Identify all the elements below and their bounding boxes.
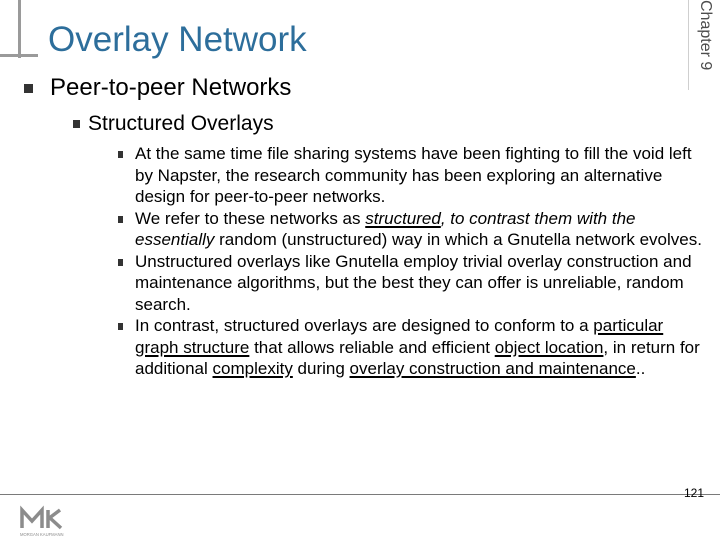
chapter-label-text: Chapter 9 (697, 0, 714, 71)
bullet-level3-item (135, 143, 710, 208)
bullet-level2-text: Structured Overlays (88, 112, 274, 135)
footer-bar (0, 494, 720, 541)
bullet-text-run: .. (635, 359, 646, 378)
square-bullet-icon (73, 120, 80, 128)
square-bullet-icon (118, 323, 123, 330)
bullet-text-run: In contrast, structured overlays are designed to conform to a (135, 316, 594, 335)
bullet-text-run: overlay construction and maintenance (349, 359, 636, 378)
bullet-text-run: that allows reliable and efficient (249, 337, 495, 357)
square-bullet-icon (118, 259, 123, 266)
bullet-level3-item (135, 208, 710, 251)
header-vertical-rule (18, 0, 21, 58)
bullet-text-run: We refer to these networks as (135, 208, 366, 228)
chapter-label (696, 0, 714, 90)
bullet-text-run: At the same time file sharing systems have been fighting to fill the void left by Napster, the research community has been exploring an alternative design for peer-to-peer networks. (135, 144, 692, 206)
bullet-text-run: particular graph structure (135, 316, 664, 357)
bullet-level3-list (135, 143, 710, 380)
bullet-level3-item (135, 315, 710, 380)
publisher-logo (18, 504, 78, 538)
bullet-text-run: Unstructured overlays like Gnutella employ trivial overlay construction and maintenance algorithms, but the best they can offer is unreliable, random search. (135, 251, 692, 314)
bullet-text-run: structured (365, 208, 441, 228)
square-bullet-icon (118, 151, 123, 158)
bullet-text-run: during (292, 359, 350, 378)
bullet-text-run: complexity (212, 359, 293, 378)
page-number: 121 (683, 486, 704, 500)
logo-subtitle: MORGAN KAUFMANN (20, 532, 64, 537)
header-horizontal-rule (0, 54, 38, 57)
bullet-text-run: random (unstructured) way in which a Gnutella network evolves. (214, 230, 702, 249)
square-bullet-icon (118, 216, 123, 223)
bullet-level1-text: Peer-to-peer Networks (50, 74, 292, 101)
bullet-level2 (88, 111, 274, 137)
bullet-level1 (50, 74, 291, 102)
square-bullet-icon (24, 84, 33, 93)
bullet-text-run: object location (494, 337, 604, 357)
bullet-text-run: , to contrast them with the essentially (135, 208, 636, 249)
bullet-text-run: , in return for additional (135, 337, 700, 378)
bullet-level3-item (135, 251, 710, 316)
slide-title: Overlay Network (48, 20, 307, 59)
